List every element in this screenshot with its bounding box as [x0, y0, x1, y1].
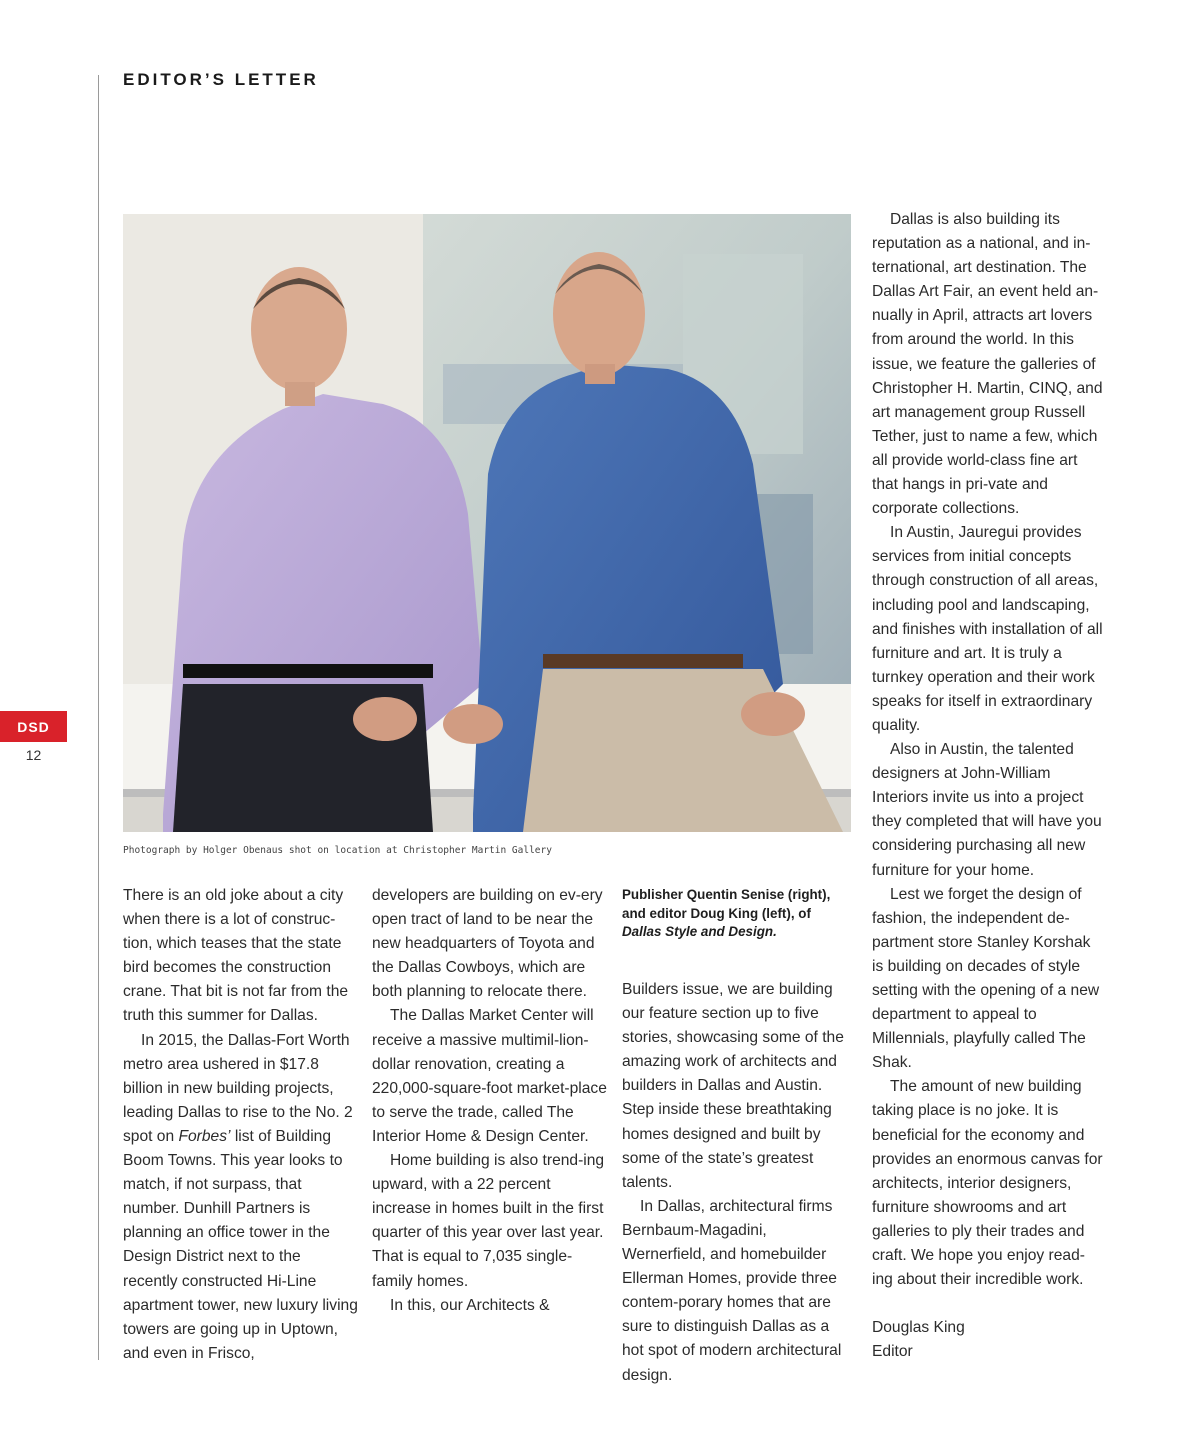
- paragraph: In Austin, Jauregui provides services from initial concepts through construction of all areas, including pool and landscaping, and finishes with installation of all furniture and art. It is truly a turnkey operation and their work speaks for itself in extraordinary quality.: [872, 524, 1103, 734]
- article-column-2: [372, 884, 607, 1318]
- paragraph: Home building is also trend-ing upward, with a 22 percent increase in homes built in the first quarter of this year over last year. That is equal to 7,035 single-family homes.: [372, 1152, 605, 1290]
- paragraph: Also in Austin, the talented designers at John-William Interiors invite us into a project they completed that will have you considering purchasing all new furniture for your home.: [872, 741, 1102, 879]
- left-margin-rule: [98, 75, 99, 1360]
- paragraph: In 2015, the Dallas-Fort Worth metro area ushered in $17.8 billion in new building projects, leading Dallas to rise to the No. 2 spot on Forbes’ list of Building Boom Towns. This year looks to match, if not surpass, that number. Dunhill Partners is planning an office tower in the Design District next to the recently constructed Hi-Line apartment tower, new luxury living towers are going up in Uptown, and even in Frisco,: [123, 1031, 358, 1362]
- paragraph: The Dallas Market Center will receive a massive multimil-lion-dollar renovation, creating a 220,000-square-foot market-place to serve the trade, called The Interior Home & Design Center.: [372, 1007, 607, 1145]
- paragraph: In Dallas, architectural firms Bernbaum-Magadini, Wernerfield, and homebuilder Ellerman Homes, provide three contem-porary homes that are sure to distinguish Dallas as a hot spot of modern architectural design.: [622, 1197, 842, 1384]
- photo-caption: Publisher Quentin Senise (right), and editor Doug King (left), of Dallas Style and Design.: [622, 887, 831, 940]
- editor-portrait-photo: [123, 214, 851, 832]
- photo-credit: Photograph by Holger Obenaus shot on location at Christopher Martin Gallery: [123, 845, 552, 856]
- portrait-illustration: [123, 214, 851, 832]
- article-column-3: [622, 978, 854, 1388]
- signature-title: Editor: [872, 1343, 913, 1361]
- paragraph: developers are building on ev-ery open tract of land to be near the new headquarters of Toyota and the Dallas Cowboys, which are both planning to relocate there.: [372, 887, 603, 1001]
- paragraph: Dallas is also building its reputation as a national, and in-ternational, art destination. The Dallas Art Fair, an event held an-nually in April, attracts art lovers from around the world. In this issue, we feature the galleries of Christopher H. Martin, CINQ, and art management group Russell Tether, just to name a few, which all provide world-class fine art that hangs in pri-vate and corporate collections.: [872, 211, 1103, 518]
- section-title: EDITOR’S LETTER: [123, 70, 319, 89]
- paragraph: Builders issue, we are building our feature section up to five stories, showcasing some of the amazing work of architects and builders in Dallas and Austin. Step inside these breathtaking homes designed and built by some of the state’s greatest talents.: [622, 981, 844, 1191]
- article-column-4: [872, 208, 1104, 1364]
- paragraph: In this, our Architects &: [390, 1296, 550, 1314]
- magazine-badge: DSD: [0, 711, 67, 742]
- signature-name: Douglas King: [872, 1319, 965, 1337]
- paragraph: There is an old joke about a city when there is a lot of construc-tion, which teases that the state bird becomes the construction crane. That bit is not far from the truth this summer for Dallas.: [123, 887, 349, 1025]
- page-number: 12: [25, 747, 42, 763]
- paragraph: The amount of new building taking place is no joke. It is beneficial for the economy and provides an enormous canvas for architects, interior designers, furniture showrooms and art galleries to ply their trades and craft. We hope you enjoy read-ing about their incredible work.: [872, 1078, 1103, 1289]
- article-column-1: [123, 884, 358, 1366]
- paragraph: Lest we forget the design of fashion, the independent de-partment store Stanley Korshak is building on decades of style setting with the opening of a new department to appeal to Millennials, playfully called The Shak.: [872, 885, 1100, 1072]
